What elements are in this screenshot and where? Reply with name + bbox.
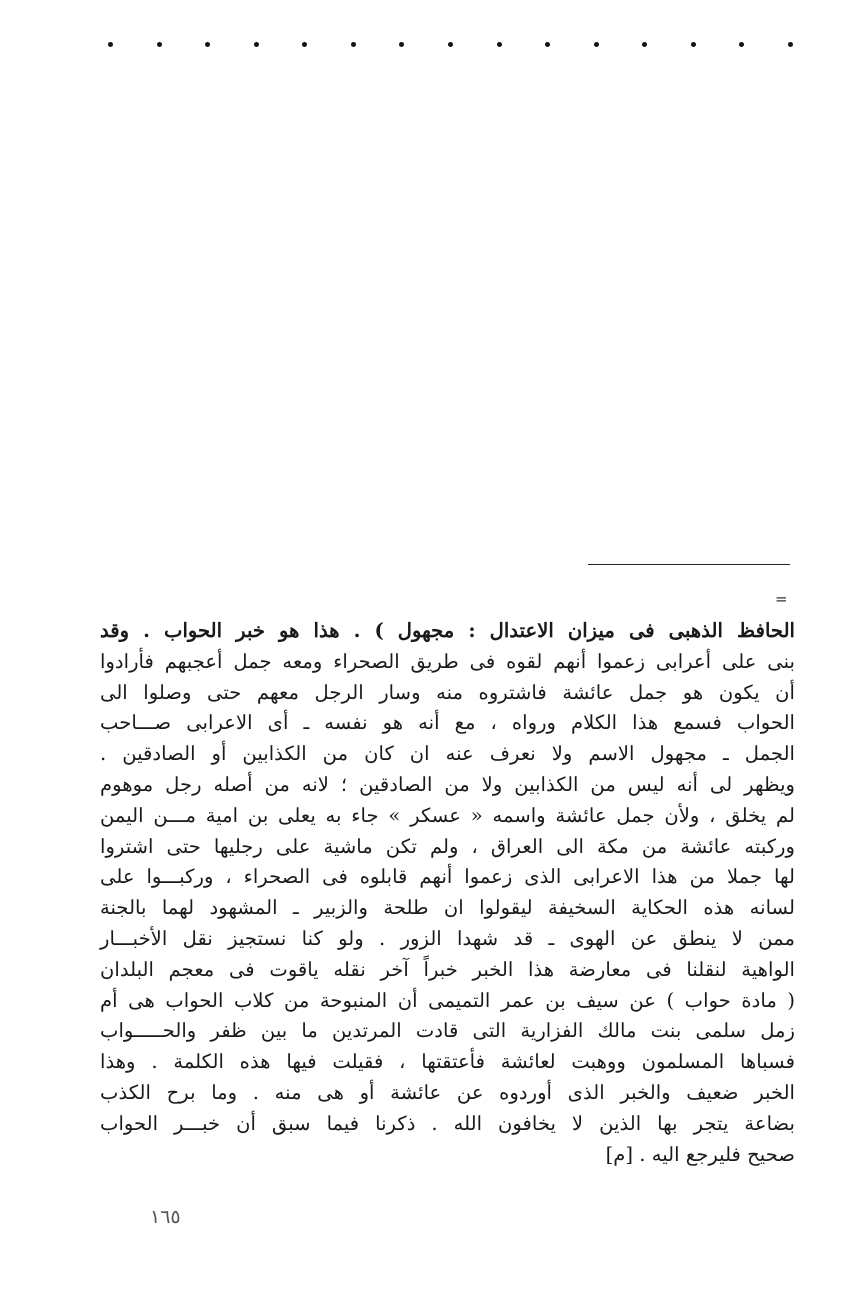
header-dot xyxy=(739,42,744,47)
header-dot xyxy=(254,42,259,47)
header-dot xyxy=(157,42,162,47)
text-line: لها جملا من هذا الاعرابى الذى زعموا أنهم قابلوه فى الصحراء ، وركبـــوا على xyxy=(100,865,795,889)
text-line: بضاعة يتجر بها الذين لا يخافون الله . ذكرنا فيما سبق أن خبـــر الحواب xyxy=(100,1111,795,1135)
header-dot xyxy=(691,42,696,47)
text-line: صحيح فليرجع اليه . [م] xyxy=(605,1142,795,1166)
text-line: لم يخلق ، ولأن جمل عائشة واسمه « عسكر » جاء به يعلى بن امية مـــن اليمن xyxy=(100,803,795,827)
header-dot xyxy=(351,42,356,47)
header-dot xyxy=(302,42,307,47)
text-line: ( مادة حواب ) عن سيف بن عمر التميمى أن المنبوحة من كلاب الحواب هى أم xyxy=(100,988,795,1012)
header-dot xyxy=(448,42,453,47)
header-dot xyxy=(788,42,793,47)
header-dot xyxy=(497,42,502,47)
header-dot xyxy=(642,42,647,47)
footnote-separator-line xyxy=(588,564,790,565)
text-line: الواهية لنقلنا فى معارضة هذا الخبر خبراً آخر نقله ياقوت فى معجم البلدان xyxy=(100,957,795,981)
header-dot xyxy=(545,42,550,47)
text-line: الجمل ـ مجهول الاسم ولا نعرف عنه ان كان من الكذابين أو الصادقين . xyxy=(100,742,795,766)
text-line: لسانه هذه الحكاية السخيفة ليقولوا ان طلحة والزبير ـ المشهود لهما بالجنة xyxy=(100,896,795,920)
header-dot xyxy=(594,42,599,47)
text-line: ويظهر لى أنه ليس من الكذابين ولا من الصادقين ؛ لانه من أصله رجل موهوم xyxy=(100,772,795,796)
text-line: الخبر ضعيف والخبر الذى أوردوه عن عائشة أو هى منه . وما برح الكذب xyxy=(100,1080,795,1104)
text-line: ممن لا ينطق عن الهوى ـ قد شهدا الزور . ولو كنا نستجيز نقل الأخبـــار xyxy=(100,926,795,950)
footnote-text-block xyxy=(100,616,795,1170)
page-number: ١٦٥ xyxy=(150,1206,181,1228)
footnote-continuation-mark: = xyxy=(775,590,788,608)
text-line: الحافظ الذهبى فى ميزان الاعتدال : مجهول ) . هذا هو خبر الحواب . وقد xyxy=(100,619,795,642)
text-line: زمل سلمى بنت مالك الفزارية التى قادت المرتدين ما بين ظفر والحـــــواب xyxy=(100,1019,795,1043)
header-dot-rule xyxy=(108,42,793,47)
text-line: الحواب فسمع هذا الكلام ورواه ، مع أنه هو نفسه ـ أى الاعرابى صـــاحب xyxy=(100,711,795,735)
text-line: بنى على أعرابى زعموا أنهم لقوه فى طريق الصحراء ومعه جمل أعجبهم فأرادوا xyxy=(100,649,795,673)
header-dot xyxy=(108,42,113,47)
text-line: أن يكون هو جمل عائشة فاشتروه منه وسار الرجل معهم حتى وصلوا الى xyxy=(100,680,795,704)
text-line: وركبته عائشة من مكة الى العراق ، ولم تكن ماشية على رجليها حتى اشتروا xyxy=(100,834,795,858)
text-line: فسباها المسلمون ووهبت لعائشة فأعتقتها ، فقيلت فيها هذه الكلمة . وهذا xyxy=(100,1050,795,1074)
header-dot xyxy=(205,42,210,47)
header-dot xyxy=(399,42,404,47)
